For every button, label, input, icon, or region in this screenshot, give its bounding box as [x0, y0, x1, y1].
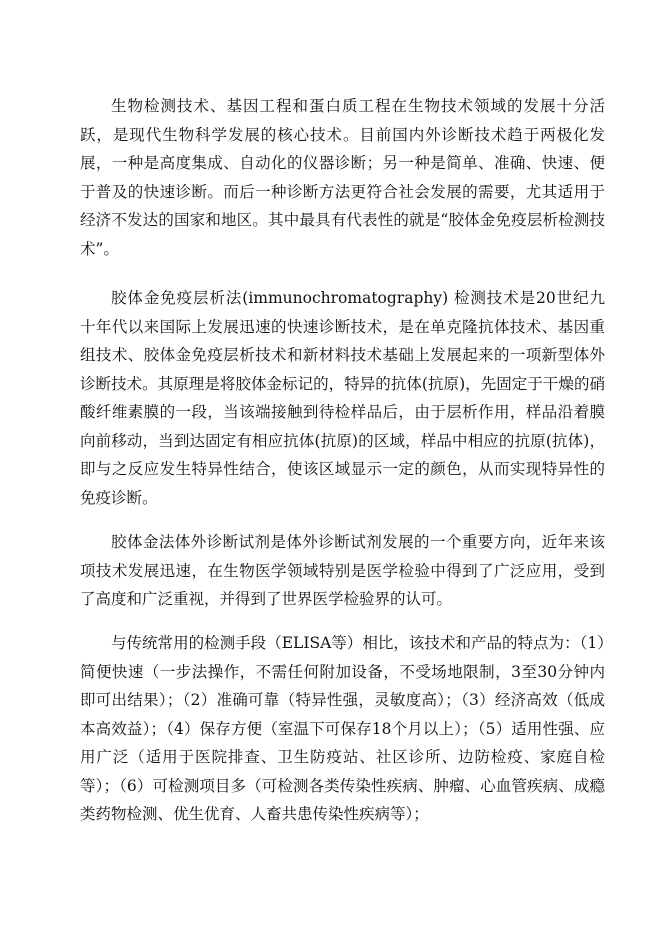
paragraph-importance: 胶体金法体外诊断试剂是体外诊断试剂发展的一个重要方向，近年来该项技术发展迅速，在生物医学领域特别是医学检验中得到了广泛应用，受到了高度和广泛重视，并得到了世界医学检验界的认可。: [80, 533, 605, 608]
paragraph-features: 与传统常用的检测手段（ELISA等）相比，该技术和产品的特点为：（1）简便快速（一步法操作，不需任何附加设备，不受场地限制，3至30分钟内即可出结果）；（2）准确可靠（特异性强，灵敏度高）；（3）经济高效（低成本高效益）；（4）保存方便（室温下可保存18个月以上）；（5）适用性强、应用广泛（适用于医院排查、卫生防疫站、社区诊所、边防检疫、家庭自检等）；（6）可检测项目多（可检测各类传染性疾病、肿瘤、心血管疾病、成瘾类药物检测、优生优育、人畜共患传染性疾病等）；: [80, 634, 606, 823]
paragraph-intro: 生物检测技术、基因工程和蛋白质工程在生物技术领域的发展十分活跃，是现代生物科学发展的核心技术。目前国内外诊断技术趋于两极化发展，一种是高度集成、自动化的仪器诊断；另一种是简单、准确、快速、便于普及的快速诊断。而后一种诊断方法更符合社会发展的需要，尤其适用于经济不发达的国家和地区。其中最具有代表性的就是“胶体金免疫层析检测技术”。: [80, 97, 605, 258]
paragraph-principle: 胶体金免疫层析法(immunochromatography) 检测技术是20世纪九十年代以来国际上发展迅速的快速诊断技术，是在单克隆抗体技术、基因重组技术、胶体金免疫层析技术和新材料技术基础上发展起来的一项新型体外诊断技术。其原理是将胶体金标记的，特异的抗体(抗原)，先固定于干燥的硝酸纤维素膜的一段，当该端接触到待检样品后，由于层析作用，样品沿着膜向前移动，当到达固定有相应抗体(抗原)的区域，样品中相应的抗原(抗体)，即与之反应发生特异性结合，使该区域显示一定的颜色，从而实现特异性的免疫诊断。: [80, 289, 605, 507]
